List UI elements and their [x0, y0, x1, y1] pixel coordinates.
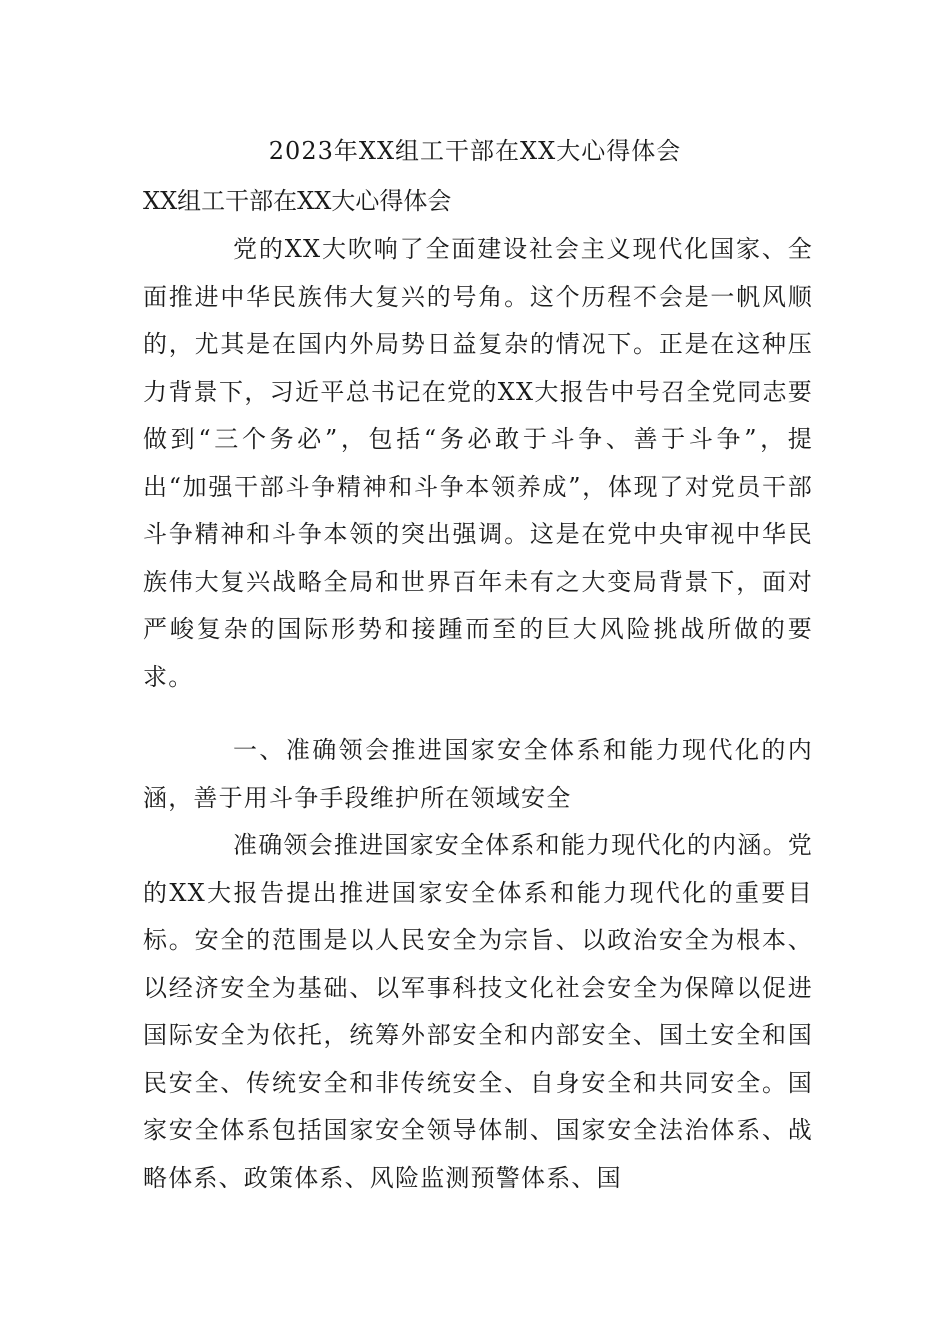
section-heading-1: 一、准确领会推进国家安全体系和能力现代化的内涵，善于用斗争手段维护所在领域安全 [143, 736, 813, 812]
body-paragraph-2: 准确领会推进国家安全体系和能力现代化的内涵。党的XX大报告提出推进国家安全体系和能力现代化的重要目标。安全的范围是以人民安全为宗旨、以政治安全为根本、以经济安全为基础、以军事科技文化社会安全为保障以促进国际安全为依托，统筹外部安全和内部安全、国土安全和国民安全、传统安全和非传统安全、自身安全和共同安全。国家安全体系包括国家安全领导体制、国家安全法治体系、战略体系、政策体系、风险监测预警体系、国 [143, 831, 813, 1192]
body-paragraph-1: 党的XX大吹响了全面建设社会主义现代化国家、全面推进中华民族伟大复兴的号角。这个历程不会是一帆风顺的，尤其是在国内外局势日益复杂的情况下。正是在这种压力背景下，习近平总书记在党的XX大报告中号召全党同志要做到“三个务必”，包括“务必敢于斗争、善于斗争”，提出“加强干部斗争精神和斗争本领养成”，体现了对党员干部斗争精神和斗争本领的突出强调。这是在党中央审视中华民族伟大复兴战略全局和世界百年未有之大变局背景下，面对严峻复杂的国际形势和接踵而至的巨大风险挑战所做的要求。 [143, 235, 813, 691]
document-subtitle: XX组工干部在XX大心得体会 [143, 187, 452, 215]
document-title: 2023年XX组工干部在XX大心得体会 [268, 137, 682, 165]
